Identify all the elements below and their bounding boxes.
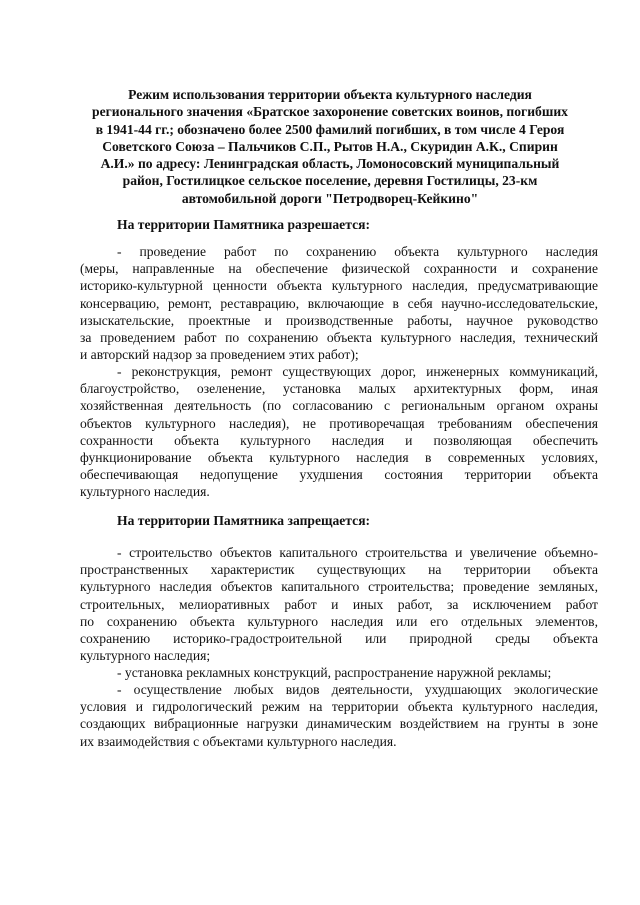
paragraph-line: сохранности объекта культурного наследия и позволяющая обеспечить xyxy=(80,432,598,448)
paragraph-line: обеспечивающая недопущение ухудшения состояния территории объекта xyxy=(80,467,598,483)
forbidden-heading: На территории Памятника запрещается: xyxy=(117,513,371,528)
paragraph-line: - осуществление любых видов деятельности, ухудшающих экологические xyxy=(117,682,598,697)
paragraph-line: изыскательские, проектные и производственные работы, научное руководство xyxy=(80,312,598,328)
paragraph-line: - установка рекламных конструкций, распространение наружной рекламы; xyxy=(117,665,552,680)
title-line: автомобильной дороги "Петродворец-Кейкино" xyxy=(181,190,479,206)
title-line: в 1941-44 гг.; обозначено более 2500 фамилий погибших, в том числе 4 Героя xyxy=(95,121,565,137)
paragraph-line: историко-культурной ценности объекта культурного наследия, предусматривающие xyxy=(80,278,598,294)
paragraph-line: создающих вибрационные нагрузки динамическим воздействием на грунты в зоне xyxy=(80,716,598,732)
title-line: А.И.» по адресу: Ленинградская область, Ломоносовский муниципальный xyxy=(100,156,560,172)
allowed-heading: На территории Памятника разрешается: xyxy=(117,217,370,232)
paragraph-line: их взаимодействия с объектами культурного наследия. xyxy=(80,733,397,749)
title-line: регионального значения «Братское захоронение советских воинов, погибших xyxy=(92,104,568,120)
forbidden-item-advertising xyxy=(80,664,598,681)
forbidden-item-construction xyxy=(80,544,598,664)
paragraph-line: культурного наследия; xyxy=(80,648,211,664)
title-line: Советского Союза – Пальчиков С.П., Рытов Н.А., Скуридин А.К., Спирин xyxy=(102,138,558,154)
paragraph-line: за проведением работ по сохранению объекта культурного наследия, технический xyxy=(80,329,598,345)
paragraph-line: - строительство объектов капитального строительства и увеличение объемно- xyxy=(117,545,598,560)
paragraph-line: консервацию, ремонт, реставрацию, включающие в себя научно-исследовательские, xyxy=(80,295,598,311)
allowed-item-works xyxy=(80,243,598,363)
paragraph-line: - реконструкция, ремонт существующих дорог, инженерных коммуникаций, xyxy=(117,364,598,379)
document-title xyxy=(80,86,580,207)
paragraph-line: культурного наследия объектов капитального строительства; проведение земляных, xyxy=(80,579,598,595)
paragraph-line: пространственных характеристик существующих на территории объекта xyxy=(80,562,598,578)
paragraph-line: строительных, мелиоративных работ и иных работ, за исключением работ xyxy=(80,596,598,612)
paragraph-line: объектов культурного наследия), не противоречащая требованиям обеспечения xyxy=(80,415,598,431)
title-line: Режим использования территории объекта культурного наследия xyxy=(128,87,532,102)
forbidden-item-activity xyxy=(80,681,598,750)
paragraph-line: по сохранению объекта культурного наследия или его отдельных элементов, xyxy=(80,613,598,629)
title-line: район, Гостилицкое сельское поселение, деревня Гостилицы, 23-км xyxy=(122,173,538,189)
paragraph-line: хозяйственная деятельность (по согласованию с региональным органом охраны xyxy=(80,398,598,414)
paragraph-line: и авторский надзор за проведением этих работ); xyxy=(80,347,359,363)
paragraph-line: - проведение работ по сохранению объекта культурного наследия xyxy=(117,244,598,259)
allowed-item-reconstruction xyxy=(80,363,598,501)
paragraph-line: (меры, направленные на обеспечение физической сохранности и сохранение xyxy=(80,261,598,277)
paragraph-line: сохранению историко-градостроительной или природной среды объекта xyxy=(80,630,598,646)
paragraph-line: благоустройство, озеленение, установка малых архитектурных форм, иная xyxy=(80,381,598,397)
paragraph-line: условия и гидрологический режим на территории объекта культурного наследия, xyxy=(80,699,598,715)
paragraph-line: культурного наследия. xyxy=(80,484,210,500)
paragraph-line: функционирование объекта культурного наследия в современных условиях, xyxy=(80,449,598,465)
